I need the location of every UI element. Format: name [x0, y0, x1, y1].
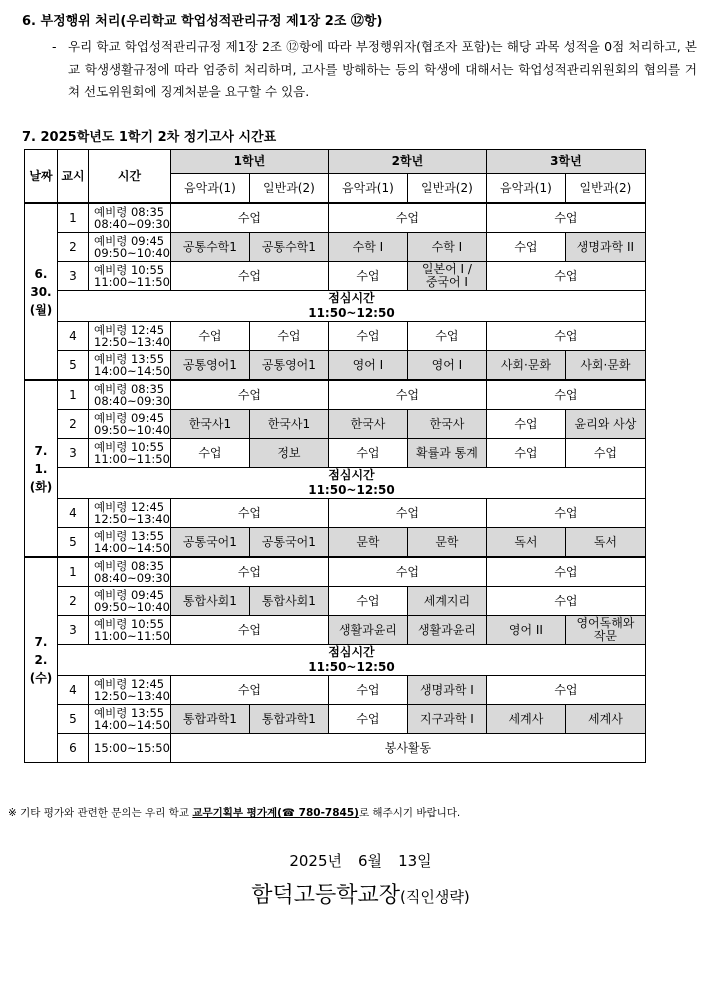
- exam-cell: 공통수학1: [170, 233, 249, 262]
- period-no: 3: [58, 616, 89, 645]
- lunch-break: 점심시간 11:50~12:50: [58, 645, 646, 676]
- exam-cell: 사회·문화: [486, 351, 565, 381]
- exam-cell: 통합과학1: [170, 705, 249, 734]
- period-no: 1: [58, 380, 89, 410]
- period-time: 예비령 09:45 09:50~10:40: [89, 233, 171, 262]
- header-period: 교시: [58, 150, 89, 204]
- exam-cell: 수업: [486, 262, 645, 291]
- header-track: 음악과(1): [170, 174, 249, 204]
- exam-cell: 수업: [486, 499, 645, 528]
- period-no: 2: [58, 233, 89, 262]
- exam-cell: 수업: [170, 616, 328, 645]
- footnote: ※ 기타 평가와 관련한 문의는 우리 학교 교무기획부 평가계(☎ 780-7845)로 해주시기 바랍니다.: [8, 807, 461, 819]
- exam-cell: 수업: [407, 322, 486, 351]
- exam-cell: 수업: [328, 380, 486, 410]
- exam-cell: 수업: [170, 439, 249, 468]
- header-time: 시간: [89, 150, 171, 204]
- day-label: 6. 30. (월): [25, 203, 58, 380]
- exam-cell: 영어 II: [486, 616, 565, 645]
- exam-cell: 윤리와 사상: [565, 410, 645, 439]
- period-no: 4: [58, 499, 89, 528]
- header-track: 일반과(2): [565, 174, 645, 204]
- exam-cell: 수업: [170, 676, 328, 705]
- exam-cell: 생명과학 I: [407, 676, 486, 705]
- exam-cell: 수업: [328, 322, 407, 351]
- exam-cell: 수업: [486, 410, 565, 439]
- exam-cell: 생명과학 II: [565, 233, 645, 262]
- exam-cell: 수업: [328, 262, 407, 291]
- period-no: 5: [58, 705, 89, 734]
- exam-cell: 사회·문화: [565, 351, 645, 381]
- exam-cell: 수업: [328, 499, 486, 528]
- exam-cell: 일본어 I / 중국어 I: [407, 262, 486, 291]
- signer: [0, 878, 721, 909]
- exam-cell: 통합사회1: [249, 587, 328, 616]
- exam-cell: 영어 I: [407, 351, 486, 381]
- exam-cell: 생활과윤리: [407, 616, 486, 645]
- section-6-text: 우리 학교 학업성적관리규정 제1장 2조 ⑫항에 따라 부정행위자(협조자 포함)는 해당 과목 성적을 0점 처리하고, 본교 학생생활규정에 따라 엄중히 처리하며, 고사를 방해하는 등의 학생에 대해서는 학업성적관리위원회의 협의를 거쳐 선도위원회에 징계처분을 요구할 수 있음.: [68, 39, 697, 99]
- exam-cell: 문학: [407, 528, 486, 558]
- section-6-title: 6. 부정행위 처리(우리학교 학업성적관리규정 제1장 2조 ⑫항): [22, 14, 383, 29]
- period-time: 예비령 13:55 14:00~14:50: [89, 528, 171, 558]
- exam-cell: 영어 I: [328, 351, 407, 381]
- header-grade-1: 1학년: [170, 150, 328, 174]
- exam-cell: 수업: [249, 322, 328, 351]
- exam-cell: 수업: [170, 203, 328, 233]
- period-time: 예비령 10:55 11:00~11:50: [89, 616, 171, 645]
- exam-cell: 공통국어1: [170, 528, 249, 558]
- exam-cell: 공통영어1: [249, 351, 328, 381]
- exam-cell: 수업: [486, 380, 645, 410]
- header-grade-3: 3학년: [486, 150, 645, 174]
- header-track: 음악과(1): [486, 174, 565, 204]
- exam-cell: 수업: [486, 587, 645, 616]
- exam-timetable: [24, 149, 646, 763]
- exam-cell: 수업: [170, 557, 328, 587]
- signer-note: (직인생략): [400, 888, 470, 906]
- exam-cell: 수업: [486, 322, 645, 351]
- section-6-dash: -: [52, 39, 57, 54]
- exam-cell: 한국사1: [170, 410, 249, 439]
- period-time: 예비령 10:55 11:00~11:50: [89, 439, 171, 468]
- header-grade-2: 2학년: [328, 150, 486, 174]
- day-label: 7. 2. (수): [25, 557, 58, 763]
- period-time: 예비령 10:55 11:00~11:50: [89, 262, 171, 291]
- exam-cell: 한국사1: [249, 410, 328, 439]
- period-no: 5: [58, 528, 89, 558]
- exam-cell: 공통영어1: [170, 351, 249, 381]
- period-no: 4: [58, 676, 89, 705]
- exam-cell: 수업: [565, 439, 645, 468]
- exam-cell: 수업: [328, 439, 407, 468]
- period-time: 예비령 12:45 12:50~13:40: [89, 499, 171, 528]
- exam-cell: 수업: [486, 233, 565, 262]
- exam-cell: 지구과학 I: [407, 705, 486, 734]
- signer-name: 함덕고등학교장: [251, 883, 401, 908]
- exam-cell: 공통수학1: [249, 233, 328, 262]
- exam-cell: 확률과 통계: [407, 439, 486, 468]
- exam-cell: 공통국어1: [249, 528, 328, 558]
- period-no: 3: [58, 439, 89, 468]
- exam-cell: 한국사: [328, 410, 407, 439]
- exam-cell: 수업: [170, 499, 328, 528]
- lunch-break: 점심시간 11:50~12:50: [58, 468, 646, 499]
- period-no: 2: [58, 587, 89, 616]
- exam-cell: 통합과학1: [249, 705, 328, 734]
- exam-cell: 봉사활동: [170, 734, 645, 763]
- period-time: 예비령 08:35 08:40~09:30: [89, 380, 171, 410]
- period-no: 1: [58, 557, 89, 587]
- section-7-title: 7. 2025학년도 1학기 2차 정기고사 시간표: [22, 130, 277, 145]
- contact-info: 교무기획부 평가계(☎ 780-7845): [192, 807, 359, 819]
- exam-cell: 수업: [328, 557, 486, 587]
- period-time: 예비령 09:45 09:50~10:40: [89, 587, 171, 616]
- exam-cell: 정보: [249, 439, 328, 468]
- exam-cell: 세계지리: [407, 587, 486, 616]
- period-time: 예비령 13:55 14:00~14:50: [89, 705, 171, 734]
- exam-cell: 세계사: [565, 705, 645, 734]
- exam-cell: 독서: [486, 528, 565, 558]
- period-time: 예비령 08:35 08:40~09:30: [89, 557, 171, 587]
- exam-cell: 문학: [328, 528, 407, 558]
- period-no: 2: [58, 410, 89, 439]
- exam-cell: 수업: [170, 262, 328, 291]
- header-track: 일반과(2): [249, 174, 328, 204]
- period-no: 4: [58, 322, 89, 351]
- issue-date: 2025년 6월 13일: [289, 852, 432, 870]
- exam-cell: 수업: [486, 439, 565, 468]
- period-time: 예비령 08:35 08:40~09:30: [89, 203, 171, 233]
- period-no: 3: [58, 262, 89, 291]
- section-6-body: [52, 36, 697, 104]
- exam-cell: 수업: [328, 705, 407, 734]
- exam-cell: 수업: [486, 557, 645, 587]
- exam-cell: 영어독해와 작문: [565, 616, 645, 645]
- day-label: 7. 1. (화): [25, 380, 58, 557]
- exam-cell: 수학 I: [328, 233, 407, 262]
- exam-cell: 수업: [328, 587, 407, 616]
- exam-cell: 수업: [170, 322, 249, 351]
- period-time: 예비령 12:45 12:50~13:40: [89, 676, 171, 705]
- period-time: 예비령 12:45 12:50~13:40: [89, 322, 171, 351]
- period-no: 6: [58, 734, 89, 763]
- exam-cell: 수업: [486, 203, 645, 233]
- period-no: 1: [58, 203, 89, 233]
- period-time: 15:00~15:50: [89, 734, 171, 763]
- exam-cell: 통합사회1: [170, 587, 249, 616]
- exam-cell: 세계사: [486, 705, 565, 734]
- period-no: 5: [58, 351, 89, 381]
- exam-cell: 수학 I: [407, 233, 486, 262]
- exam-cell: 수업: [328, 676, 407, 705]
- period-time: 예비령 09:45 09:50~10:40: [89, 410, 171, 439]
- exam-cell: 독서: [565, 528, 645, 558]
- exam-cell: 수업: [328, 203, 486, 233]
- exam-cell: 생활과윤리: [328, 616, 407, 645]
- header-day: 날짜: [25, 150, 58, 204]
- header-track: 일반과(2): [407, 174, 486, 204]
- lunch-break: 점심시간 11:50~12:50: [58, 291, 646, 322]
- period-time: 예비령 13:55 14:00~14:50: [89, 351, 171, 381]
- exam-cell: 수업: [486, 676, 645, 705]
- header-track: 음악과(1): [328, 174, 407, 204]
- exam-cell: 한국사: [407, 410, 486, 439]
- exam-cell: 수업: [170, 380, 328, 410]
